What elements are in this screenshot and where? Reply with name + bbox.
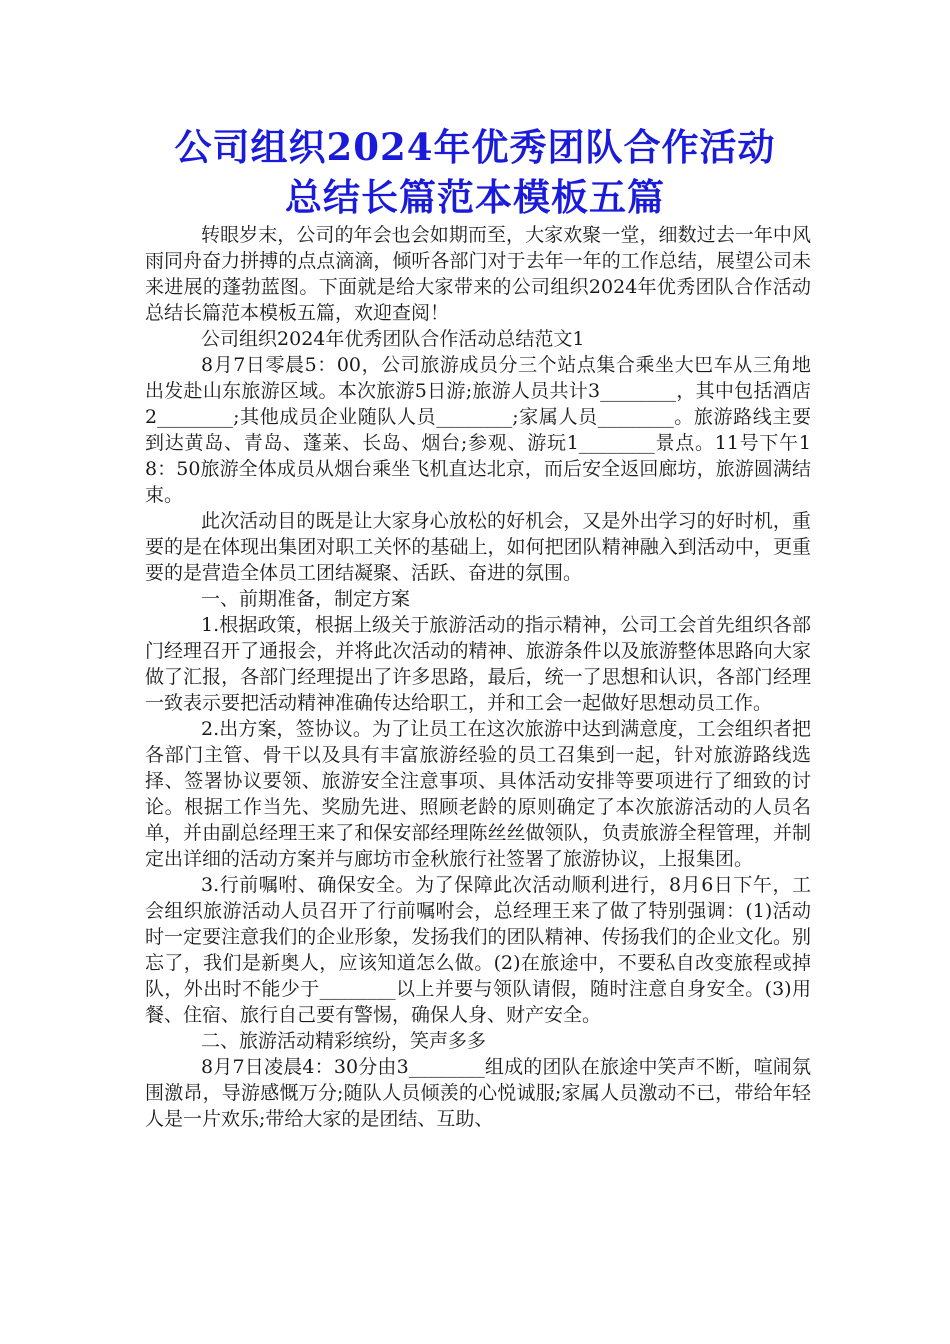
document-title	[100, 122, 850, 222]
body-paragraph: 8月7日零晨5：00，公司旅游成员分三个站点集合乘坐大巴车从三角地出发赴山东旅游区域。本次旅游5日游;旅游人员共计3________，其中包括酒店2________;其他成员企业随队人员________;家属人员________。旅游路线主要到达黄岛、青岛、蓬莱、长岛、烟台;参观、游玩1________景点。11号下午18：50旅游全体成员从烟台乘坐飞机直达北京，而后安全返回廊坊，旅游圆满结束。	[145, 354, 811, 506]
body-paragraph: 2.出方案，签协议。为了让员工在这次旅游中达到满意度，工会组织者把各部门主管、骨干以及具有丰富旅游经验的员工召集到一起，针对旅游路线选择、签署协议要领、旅游安全注意事项、具体活动安排等要项进行了细致的讨论。根据工作当先、奖励先进、照顾老龄的原则确定了本次旅游活动的人员名单，并由副总经理王来了和保安部经理陈丝丝做领队，负责旅游全程管理，并制定出详细的活动方案并与廊坊市金秋旅行社签署了旅游协议，上报集团。	[145, 718, 811, 870]
body-paragraph: 此次活动目的既是让大家身心放松的好机会，又是外出学习的好时机，重要的是在体现出集团对职工关怀的基础上，如何把团队精神融入到活动中，更重要的是营造全体员工团结凝聚、活跃、奋进的氛围。	[145, 510, 811, 584]
title-line-1: 公司组织2024年优秀团队合作活动	[174, 125, 776, 169]
intro-paragraph: 转眼岁末，公司的年会也会如期而至，大家欢聚一堂，细数过去一年中风雨同舟奋力拼搏的点点滴滴，倾听各部门对于去年一年的工作总结，展望公司未来进展的蓬勃蓝图。下面就是给大家带来的公司组织2024年优秀团队合作活动总结长篇范本模板五篇，欢迎查阅！	[145, 224, 811, 324]
section-heading: 一、前期准备，制定方案	[201, 588, 411, 610]
section-heading-sample-1: 公司组织2024年优秀团队合作活动总结范文1	[201, 328, 585, 350]
body-paragraph: 8月7日凌晨4：30分由3________组成的团队在旅途中笑声不断，喧闹氛围激昂，导游感慨万分;随队人员倾羡的心悦诚服;家属人员激动不已，带给年轻人是一片欢乐;带给大家的是团结、互助、	[145, 1056, 811, 1130]
body-paragraph: 3.行前嘱咐、确保安全。为了保障此次活动顺利进行，8月6日下午，工会组织旅游活动人员召开了行前嘱咐会，总经理王来了做了特别强调：(1)活动时一定要注意我们的企业形象，发扬我们的团队精神、传扬我们的企业文化。别忘了，我们是新奥人，应该知道怎么做。(2)在旅途中，不要私自改变旅程或掉队，外出时不能少于________以上并要与领队请假，随时注意自身安全。(3)用餐、住宿、旅行自己要有警惕，确保人身、财产安全。	[145, 874, 811, 1026]
document-body	[145, 222, 811, 1132]
title-line-2: 总结长篇范本模板五篇	[285, 175, 665, 219]
body-paragraph: 1.根据政策，根据上级关于旅游活动的指示精神，公司工会首先组织各部门经理召开了通报会，并将此次活动的精神、旅游条件以及旅游整体思路向大家做了汇报，各部门经理提出了许多思路，最后，统一了思想和认识，各部门经理一致表示要把活动精神准确传达给职工，并和工会一起做好思想动员工作。	[145, 614, 811, 714]
section-heading: 二、旅游活动精彩缤纷，笑声多多	[201, 1030, 487, 1052]
